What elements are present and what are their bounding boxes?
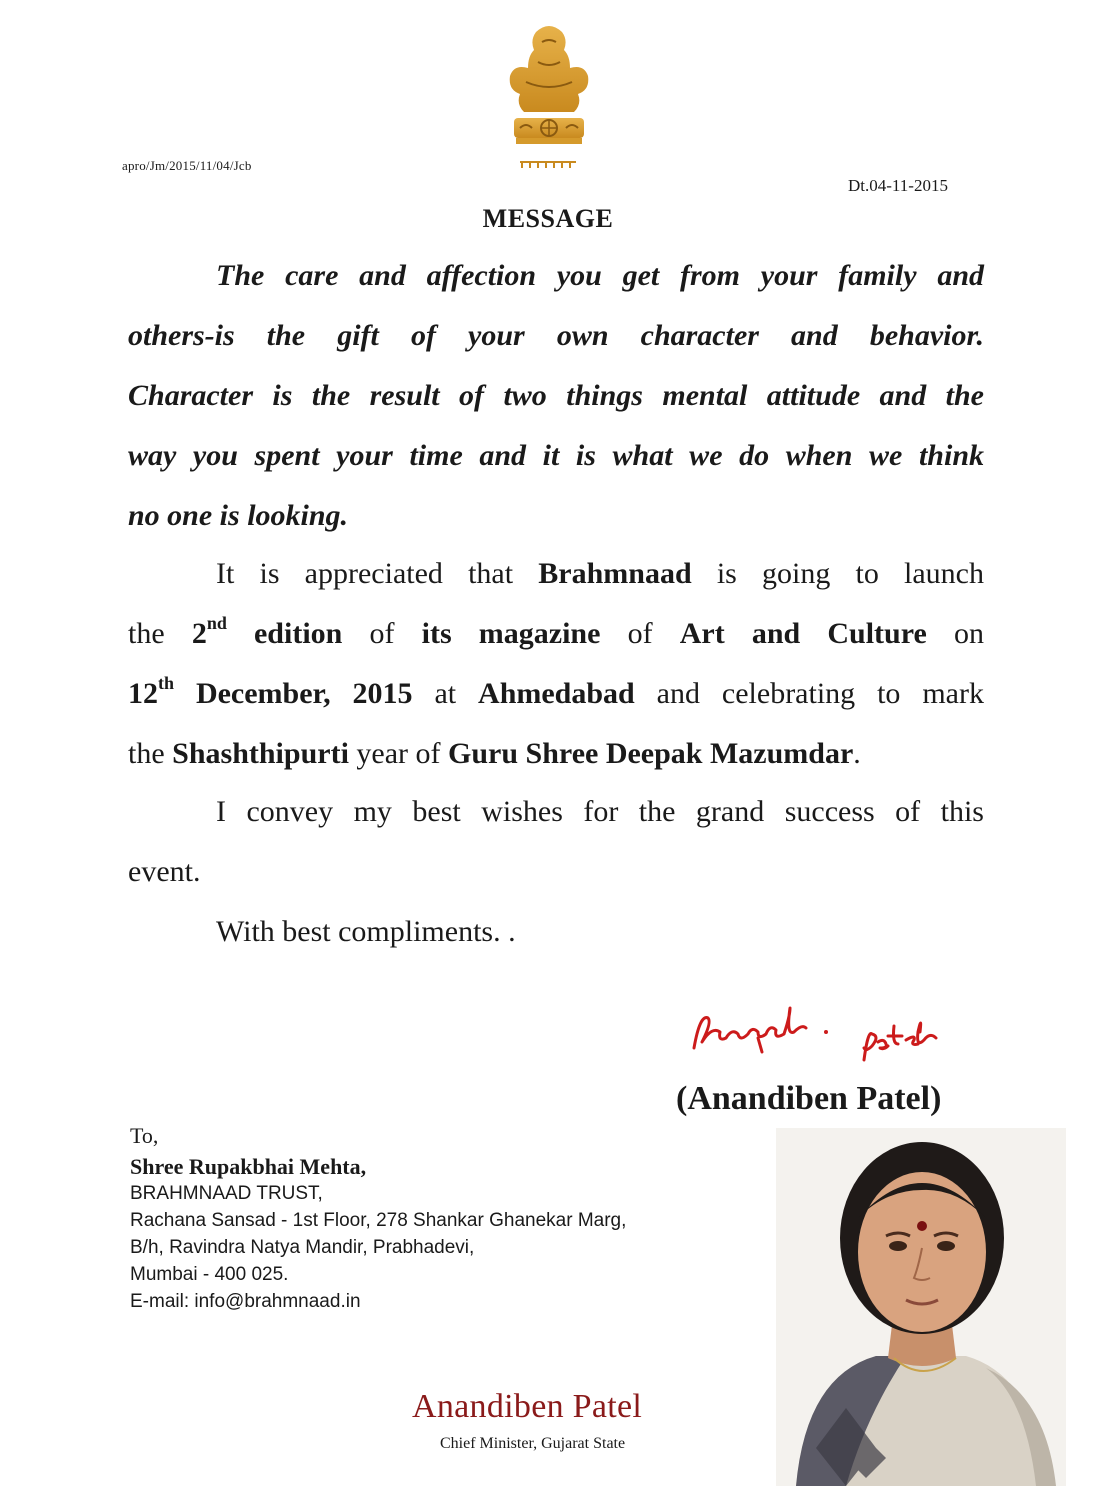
- address-line: Mumbai - 400 025.: [130, 1264, 289, 1285]
- address-line: B/h, Ravindra Natya Mandir, Prabhadevi,: [130, 1237, 475, 1258]
- text: Art and Culture: [679, 617, 927, 650]
- text: It is appreciated that: [216, 557, 539, 590]
- text: its magazine: [421, 617, 601, 650]
- text: on: [926, 617, 984, 650]
- quote-paragraph: [128, 246, 984, 546]
- quote-line: way you spent your time and it is what we do when we think: [128, 439, 984, 472]
- recipient-name: Shree Rupakbhai Mehta,: [130, 1154, 367, 1179]
- body-line: [128, 664, 984, 724]
- handwritten-signature: [688, 1002, 958, 1072]
- body-paragraph-1: [128, 544, 984, 784]
- event-date: December, 2015: [174, 677, 413, 710]
- ordinal-suffix: nd: [206, 613, 227, 633]
- footer-title: Chief Minister, Gujarat State: [440, 1435, 626, 1452]
- body-line: With best compliments. .: [216, 915, 516, 948]
- signatory-name: (Anandiben Patel): [676, 1080, 942, 1117]
- text: of: [600, 617, 680, 650]
- text: is going to launch: [691, 557, 984, 590]
- ordinal-suffix: th: [158, 673, 175, 693]
- quote-line: Character is the result of two things mental attitude and the: [128, 379, 984, 412]
- quote-line: others-is the gift of your own character and behavior.: [128, 319, 984, 352]
- body-line: I convey my best wishes for the grand success of this: [216, 795, 984, 828]
- state-emblem-icon: [498, 22, 600, 177]
- organization-name: Brahmnaad: [538, 557, 692, 590]
- quote-line: The care and affection you get from your family and: [216, 259, 984, 292]
- recipient-organization: BRAHMNAAD TRUST,: [130, 1183, 323, 1204]
- text: of: [342, 617, 422, 650]
- text: year of: [348, 737, 449, 770]
- text: the: [128, 737, 173, 770]
- recipient-address: [130, 1122, 626, 1315]
- address-line: Rachana Sansad - 1st Floor, 278 Shankar Ghanekar Marg,: [130, 1210, 627, 1231]
- guru-name: Guru Shree Deepak Mazumdar: [448, 737, 854, 770]
- letter-date: Dt.04-11-2015: [848, 176, 948, 195]
- body-line: [128, 724, 984, 784]
- quote-line: no one is looking.: [128, 499, 349, 532]
- footer-name: Anandiben Patel: [412, 1388, 643, 1425]
- portrait-photo: [776, 1128, 1066, 1486]
- address-salutation: To,: [130, 1123, 159, 1148]
- message-heading: MESSAGE: [482, 204, 614, 233]
- body-line: [128, 544, 984, 604]
- edition-number: 2: [191, 617, 207, 650]
- event-location: Ahmedabad: [478, 677, 635, 710]
- text: edition: [226, 617, 343, 650]
- text: Shashthipurti: [172, 737, 349, 770]
- text: and celebrating to mark: [634, 677, 984, 710]
- recipient-email: E-mail: info@brahmnaad.in: [130, 1291, 361, 1312]
- body-paragraph-3: [128, 902, 984, 962]
- text: the: [128, 617, 192, 650]
- body-paragraph-2: [128, 782, 984, 902]
- text: at: [412, 677, 479, 710]
- reference-number: apro/Jm/2015/11/04/Jcb: [122, 158, 252, 173]
- body-line: event.: [128, 855, 201, 888]
- body-line: [128, 604, 984, 664]
- text: .: [853, 737, 861, 770]
- event-day: 12: [128, 677, 158, 710]
